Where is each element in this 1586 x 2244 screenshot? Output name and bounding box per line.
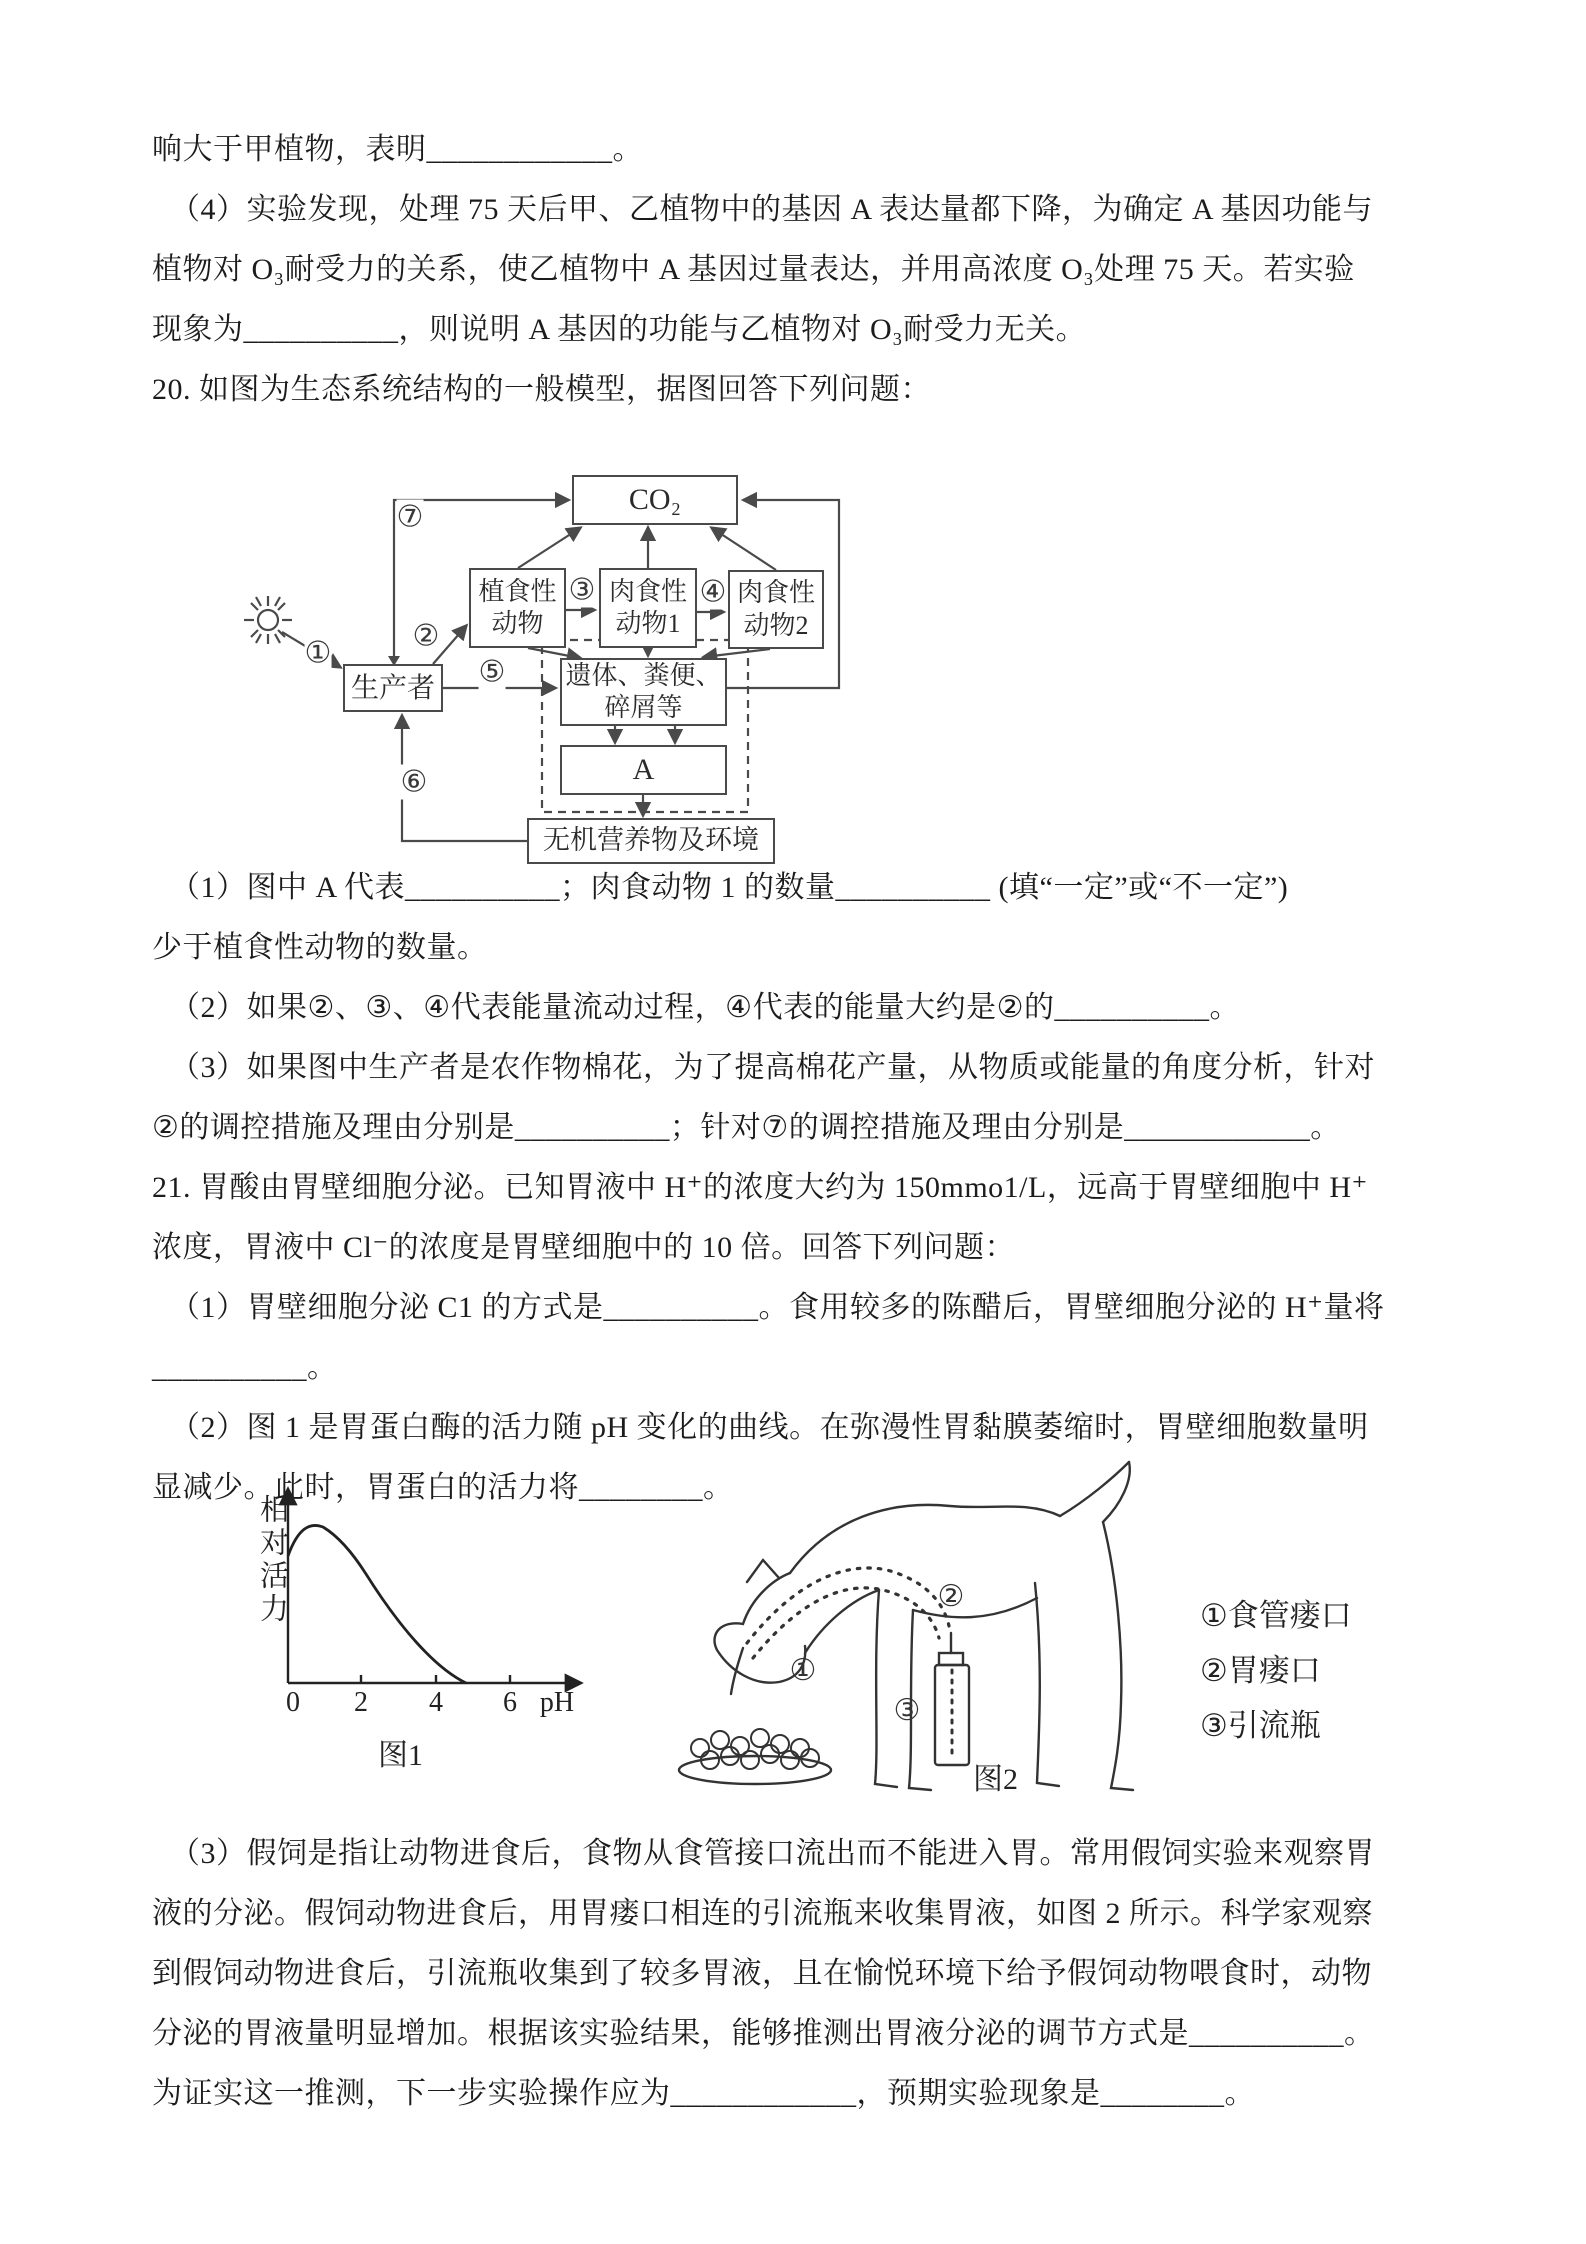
figure2-legend — [1200, 1588, 1410, 1753]
activity-curve — [288, 1525, 466, 1683]
diagram-box-producer: 生产者 — [343, 664, 443, 712]
circled-number-2: ② — [412, 618, 440, 654]
figure1-caption: 图1 — [378, 1739, 423, 1772]
circled-number-5: ⑤ — [478, 654, 506, 690]
text-line: 响大于甲植物，表明____________。 — [152, 133, 643, 166]
diagram-box-carnivore1: 肉食性动物1 — [599, 568, 697, 648]
x-axis-label: pH — [539, 1687, 575, 1718]
ecosystem-diagram — [230, 460, 850, 872]
text-line: （1）图中 A 代表__________；肉食动物 1 的数量__________ (填“一定”或“不一定”) — [170, 871, 1289, 904]
diagram-box-co2: CO₂ — [572, 475, 738, 525]
text-line: （3）如果图中生产者是农作物棉花，为了提高棉花产量，从物质或能量的角度分析，针对 — [170, 1051, 1375, 1084]
diagram-box-decomposer-A: A — [560, 745, 727, 795]
food-pellets — [691, 1729, 819, 1769]
text-line: 为证实这一推测，下一步实验操作应为____________，预期实验现象是________。 — [152, 2077, 1255, 2110]
dog-drawing — [655, 1448, 1175, 1808]
dog-mark-2: ② — [937, 1579, 965, 1614]
paragraph-block-bottom — [152, 1824, 1438, 2124]
dog-back — [790, 1505, 1060, 1573]
text-line: （3）假饲是指让动物进食后，食物从食管接口流出而不能进入胃。常用假饲实验来观察胃 — [170, 1837, 1375, 1870]
circled-number-3: ③ — [568, 572, 596, 608]
figure2-sham-feeding-dog — [655, 1448, 1415, 1838]
text-line: 少于植食性动物的数量。 — [152, 931, 488, 964]
diagram-box-detritus: 遗体、粪便、碎屑等 — [560, 658, 727, 726]
circled-number-6: ⑥ — [400, 764, 428, 800]
text-line: （1）胃壁细胞分泌 C1 的方式是__________。食用较多的陈醋后，胃壁细胞分泌的 H⁺量将 — [170, 1291, 1385, 1324]
x-tick-2: 2 — [354, 1687, 368, 1718]
text-line: 分泌的胃液量明显增加。根据该实验结果，能够推测出胃液分泌的调节方式是__________。 — [152, 2017, 1375, 2050]
x-tick-0: 0 — [286, 1687, 300, 1718]
bottle-cap — [939, 1653, 963, 1665]
legend-item-drainage-bottle: ③引流瓶 — [1200, 1708, 1321, 1743]
y-axis-label: 相对活力 — [256, 1494, 288, 1626]
x-tick-4: 4 — [429, 1687, 443, 1718]
text-line: 20. 如图为生态系统结构的一般模型，据图回答下列问题： — [152, 373, 931, 406]
text-line: 显减少。此时，胃蛋白的活力将________。 — [152, 1471, 734, 1504]
circled-number-1: ① — [304, 635, 332, 671]
text-line: （2）如果②、③、④代表能量流动过程，④代表的能量大约是②的__________。 — [170, 991, 1240, 1024]
diagram-box-inorganic: 无机营养物及环境 — [527, 818, 775, 864]
figure2-caption: 图2 — [973, 1763, 1018, 1796]
circled-number-7: ⑦ — [396, 499, 424, 535]
text-line: 现象为__________，则说明 A 基因的功能与乙植物对 O₃耐受力无关。 — [152, 313, 1087, 346]
figure1-ph-activity-chart — [250, 1478, 595, 1788]
circled-number-4: ④ — [699, 574, 727, 610]
dog-mark-3: ③ — [893, 1693, 921, 1728]
text-line: 21. 胃酸由胃壁细胞分泌。已知胃液中 H⁺的浓度大约为 150mmo1/L，远高于胃壁细胞中 H⁺ — [152, 1171, 1368, 1204]
text-line: 液的分泌。假饲动物进食后，用胃瘘口相连的引流瓶来收集胃液，如图 2 所示。科学家观察 — [152, 1897, 1373, 1930]
legend-item-esophageal-fistula: ①食管瘘口 — [1200, 1598, 1352, 1633]
dog-ear — [747, 1560, 779, 1582]
text-line: 浓度，胃液中 Cl⁻的浓度是胃壁细胞中的 10 倍。回答下列问题： — [152, 1231, 1016, 1264]
diagram-box-carnivore2: 肉食性动物2 — [728, 570, 824, 649]
text-line: 植物对 O₃耐受力的关系，使乙植物中 A 基因过量表达，并用高浓度 O₃处理 75 天。若实验 — [152, 253, 1355, 286]
x-tick-6: 6 — [503, 1687, 517, 1718]
figure1-plot — [250, 1478, 595, 1723]
text-line: （4）实验发现，处理 75 天后甲、乙植物中的基因 A 表达量都下降，为确定 A 基因功能与 — [170, 193, 1374, 226]
legend-item-gastric-fistula: ②胃瘘口 — [1200, 1653, 1321, 1688]
diagram-box-herbivore: 植食性动物 — [469, 568, 566, 648]
text-line: __________。 — [152, 1351, 338, 1384]
text-line: ②的调控措施及理由分别是__________；针对⑦的调控措施及理由分别是____________。 — [152, 1111, 1341, 1144]
paragraph-block-top — [152, 120, 1438, 420]
text-line: （2）图 1 是胃蛋白酶的活力随 pH 变化的曲线。在弥漫性胃黏膜萎缩时，胃壁细胞数量明 — [170, 1411, 1369, 1444]
dog-mark-1: ① — [789, 1653, 817, 1688]
sun-icon — [244, 596, 292, 644]
text-line: 到假饲动物进食后，引流瓶收集到了较多胃液，且在愉悦环境下给予假饲动物喂食时，动物 — [152, 1957, 1372, 1990]
paragraph-block-middle — [152, 858, 1438, 1518]
